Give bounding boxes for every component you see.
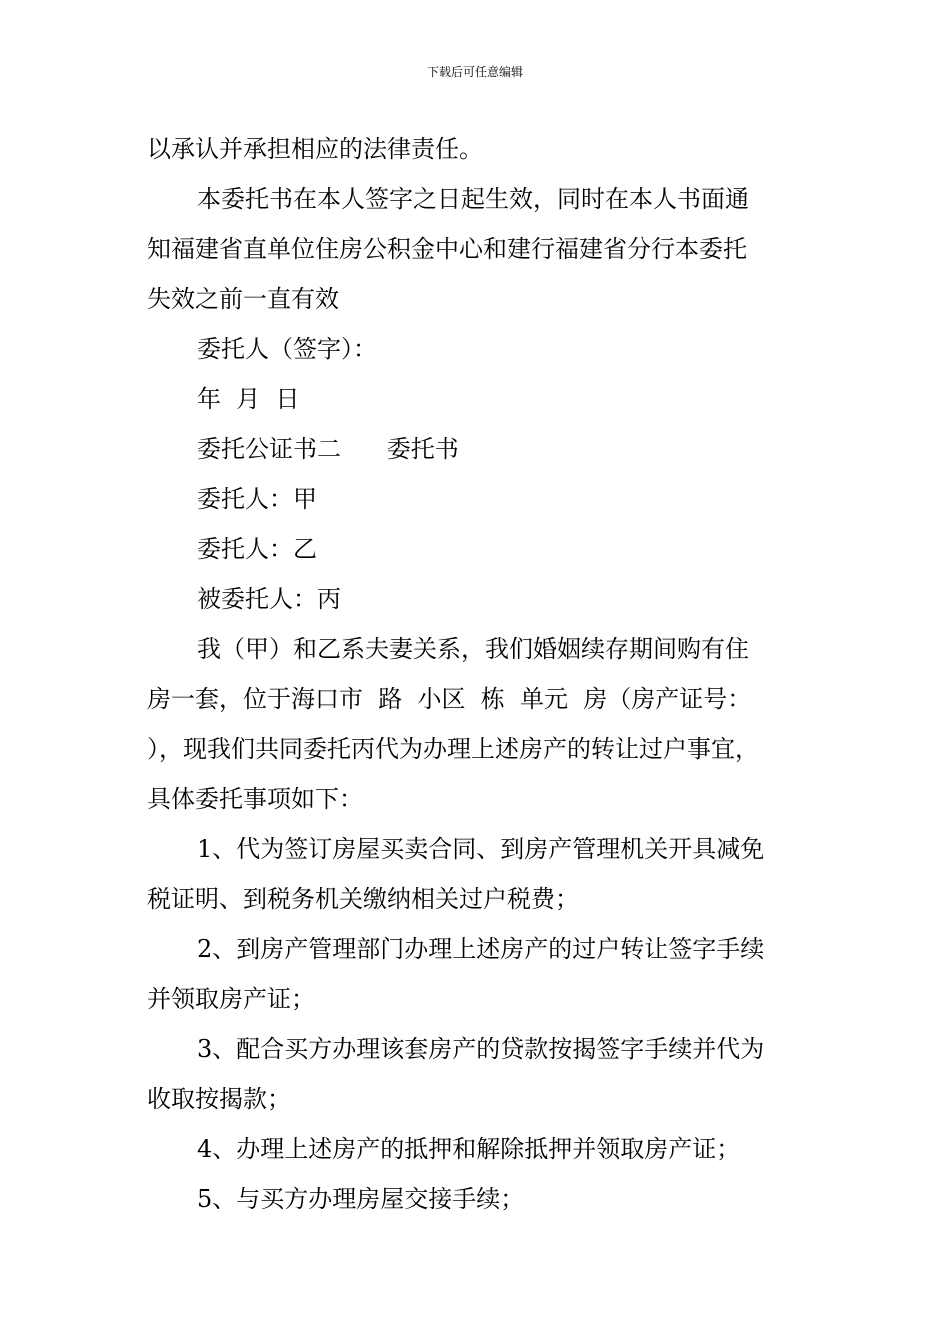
- text-line: 并领取房产证；: [147, 985, 315, 1013]
- text-line: 委托公证书二 委托书: [197, 435, 459, 463]
- text-line: 委托人：乙: [197, 535, 317, 563]
- text-line: 知福建省直单位住房公积金中心和建行福建省分行本委托: [147, 235, 747, 263]
- text-line: 本委托书在本人签字之日起生效，同时在本人书面通: [197, 185, 749, 213]
- text-line: 失效之前一直有效: [147, 285, 339, 313]
- text-line: 具体委托事项如下：: [147, 785, 363, 813]
- text-line: 1、代为签订房屋买卖合同、到房产管理机关开具减免: [197, 835, 765, 863]
- text-line: 我（甲）和乙系夫妻关系，我们婚姻续存期间购有住: [197, 635, 749, 663]
- page-header: 下载后可任意编辑: [426, 65, 523, 79]
- text-line: 被委托人：丙: [197, 585, 341, 613]
- text-line: 委托人（签字）：: [197, 335, 377, 363]
- text-line: 委托人：甲: [197, 485, 317, 513]
- text-line: 4、办理上述房产的抵押和解除抵押并领取房产证；: [197, 1135, 741, 1163]
- text-line: 税证明、到税务机关缴纳相关过户税费；: [147, 885, 579, 913]
- text-line: ），现我们共同委托丙代为办理上述房产的转让过户事宜，: [147, 735, 759, 763]
- text-line: 3、配合买方办理该套房产的贷款按揭签字手续并代为: [197, 1035, 765, 1063]
- text-line: 5、与买方办理房屋交接手续；: [197, 1185, 525, 1213]
- text-line: 收取按揭款；: [147, 1085, 291, 1113]
- text-line: 年 月 日: [197, 385, 300, 413]
- text-line: 房一套，位于海口市 路 小区 栋 单元 房（房产证号：: [147, 685, 752, 713]
- document-body: [147, 124, 827, 1224]
- text-line: 以承认并承担相应的法律责任。: [147, 135, 483, 163]
- text-line: 2、到房产管理部门办理上述房产的过户转让签字手续: [197, 935, 765, 963]
